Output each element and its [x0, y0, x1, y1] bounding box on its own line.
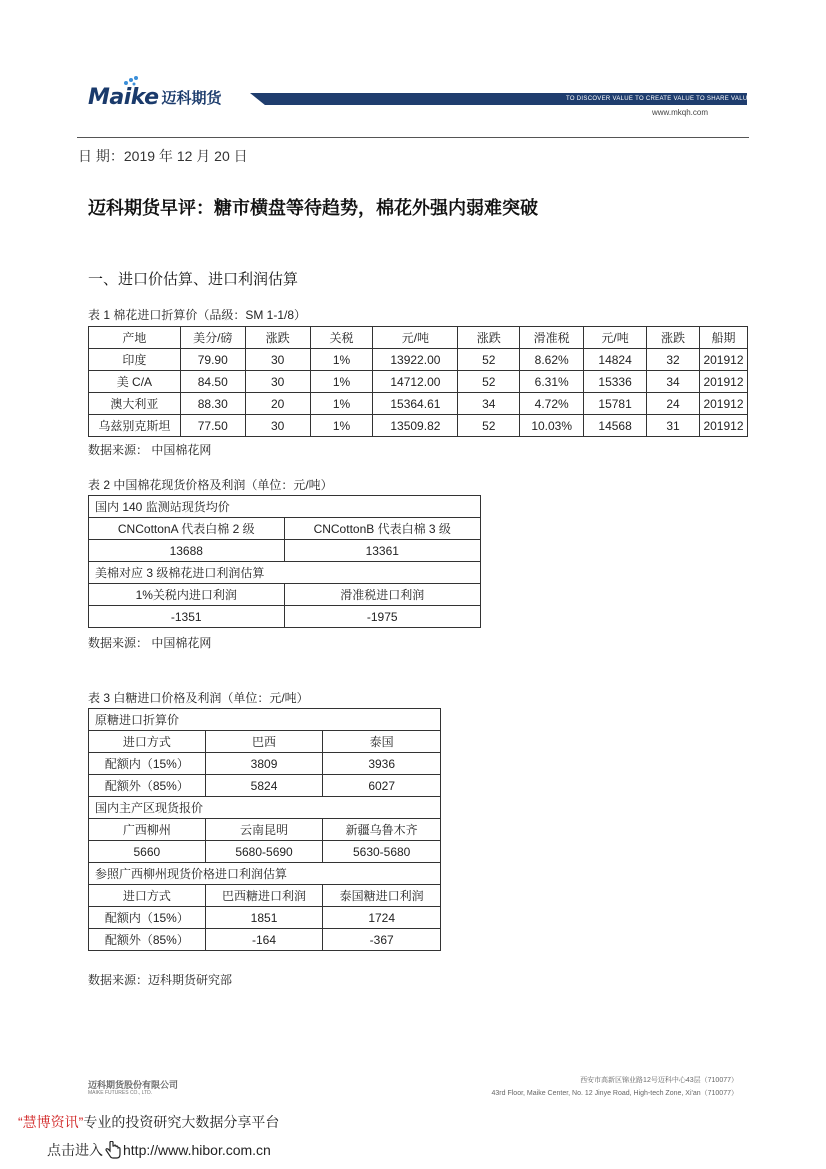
table-cell: 3809: [205, 753, 323, 775]
website-url: www.mkqh.com: [652, 108, 709, 117]
table-cell: 印度: [89, 349, 181, 371]
company-logo: [88, 84, 222, 110]
table-cell: 88.30: [180, 393, 245, 415]
table-cell: 52: [458, 371, 520, 393]
table-row: [89, 540, 481, 562]
header-cell: 巴西: [205, 731, 323, 753]
table-cell: 5660: [89, 841, 206, 863]
table-cell: 13361: [284, 540, 481, 562]
table-cell: 15336: [584, 371, 647, 393]
table-section-row: [89, 496, 481, 518]
header-cell: 进口方式: [89, 885, 206, 907]
table-header-row: [89, 731, 441, 753]
table-cell: 79.90: [180, 349, 245, 371]
table-cell: 13922.00: [373, 349, 458, 371]
table-cell: 6027: [323, 775, 441, 797]
promo-text: 专业的投资研究大数据分享平台: [83, 1114, 280, 1130]
table-cell: 31: [647, 415, 700, 437]
table-cell: 5630-5680: [323, 841, 441, 863]
header-cell: 元/吨: [584, 327, 647, 349]
table-cell: -1351: [89, 606, 285, 628]
table-cell: 13688: [89, 540, 285, 562]
table1-cotton-import: [88, 326, 748, 437]
header-cell: 广西柳州: [89, 819, 206, 841]
table-cell: 14712.00: [373, 371, 458, 393]
table-cell: 配额外（85%）: [89, 929, 206, 951]
header-cell: 云南昆明: [205, 819, 323, 841]
table-cell: 配额内（15%）: [89, 907, 206, 929]
header-cell: 进口方式: [89, 731, 206, 753]
table1-caption: 表 1 棉花进口折算价（品级：SM 1-1/8）: [88, 308, 307, 322]
table-cell: 3936: [323, 753, 441, 775]
table-cell: 澳大利亚: [89, 393, 181, 415]
table-cell: 1%: [310, 371, 373, 393]
header-cell: 船期: [699, 327, 747, 349]
table-cell: 34: [458, 393, 520, 415]
table-cell: 1851: [205, 907, 323, 929]
table-header-row: [89, 885, 441, 907]
table-cell: -1975: [284, 606, 481, 628]
table-row: [89, 775, 441, 797]
header-cell: 美分/磅: [180, 327, 245, 349]
table2-cotton-spot: [88, 495, 481, 628]
report-date: 日 期：2019 年 12 月 20 日: [78, 148, 248, 164]
table-row: [89, 841, 441, 863]
header-cell: 1%关税内进口利润: [89, 584, 285, 606]
table3-sugar-import: [88, 708, 441, 951]
table2-caption: 表 2 中国棉花现货价格及利润（单位：元/吨）: [88, 478, 333, 492]
table-cell: 77.50: [180, 415, 245, 437]
table-row: [89, 415, 748, 437]
footer-company-cn: 迈科期货股份有限公司: [88, 1080, 179, 1090]
logo-en: Maike: [88, 84, 159, 110]
footer-company-en: MAIKE FUTURES CO., LTD.: [88, 1090, 153, 1096]
table-cell: 32: [647, 349, 700, 371]
table-cell: 201912: [699, 393, 747, 415]
table-cell: 201912: [699, 415, 747, 437]
quote-close: ”: [78, 1114, 84, 1130]
header-cell: 产地: [89, 327, 181, 349]
table1-source: 数据来源： 中国棉花网: [88, 443, 212, 457]
section-label: 国内主产区现货报价: [89, 797, 441, 819]
table-cell: 13509.82: [373, 415, 458, 437]
table-cell: -164: [205, 929, 323, 951]
table-header-row: [89, 819, 441, 841]
table-cell: 201912: [699, 371, 747, 393]
table3-caption: 表 3 白糖进口价格及利润（单位：元/吨）: [88, 691, 309, 705]
table-cell: 1%: [310, 415, 373, 437]
promo-click-label: 点击进入: [47, 1142, 103, 1158]
quote-open: “: [18, 1114, 23, 1130]
table-cell: 24: [647, 393, 700, 415]
table-cell: 34: [647, 371, 700, 393]
pointer-hand-icon: [105, 1141, 121, 1159]
header-cell: 涨跌: [647, 327, 700, 349]
table-section-row: [89, 863, 441, 885]
table-cell: 84.50: [180, 371, 245, 393]
header-cell: 关税: [310, 327, 373, 349]
table-row: [89, 393, 748, 415]
header-cell: CNCottonA 代表白棉 2 级: [89, 518, 285, 540]
table-cell: 1%: [310, 393, 373, 415]
table-header-row: [89, 327, 748, 349]
promo-link-row: [47, 1140, 271, 1160]
table-cell: 配额外（85%）: [89, 775, 206, 797]
table-section-row: [89, 562, 481, 584]
header-cell: 新疆乌鲁木齐: [323, 819, 441, 841]
header-cell: CNCottonB 代表白棉 3 级: [284, 518, 481, 540]
table-cell: 1%: [310, 349, 373, 371]
header-cell: 泰国: [323, 731, 441, 753]
table-cell: 10.03%: [520, 415, 584, 437]
table-cell: 30: [245, 349, 310, 371]
banner-slogan: TO DISCOVER VALUE TO CREATE VALUE TO SHARE VALUE: [566, 96, 752, 102]
table-cell: 配额内（15%）: [89, 753, 206, 775]
table-row: [89, 929, 441, 951]
logo-cn: 迈科期货: [161, 88, 222, 107]
table-header-row: [89, 518, 481, 540]
table-section-row: [89, 797, 441, 819]
header-cell: 涨跌: [458, 327, 520, 349]
table-cell: 15781: [584, 393, 647, 415]
table-cell: 52: [458, 349, 520, 371]
table-cell: 8.62%: [520, 349, 584, 371]
table-cell: 美 C/A: [89, 371, 181, 393]
promo-url-link[interactable]: http://www.hibor.com.cn: [123, 1142, 271, 1158]
header-cell: 滑准税进口利润: [284, 584, 481, 606]
section-label: 国内 140 监测站现货均价: [89, 496, 481, 518]
table-section-row: [89, 709, 441, 731]
table-cell: 30: [245, 415, 310, 437]
header-cell: 巴西糖进口利润: [205, 885, 323, 907]
table-cell: 6.31%: [520, 371, 584, 393]
header-cell: 泰国糖进口利润: [323, 885, 441, 907]
table-cell: 5680-5690: [205, 841, 323, 863]
report-title: 迈科期货早评：糖市横盘等待趋势，棉花外强内弱难突破: [88, 198, 538, 218]
table-row: [89, 753, 441, 775]
footer-address-en: 43rd Floor, Maike Center, No. 12 Jinye Road, High-tech Zone, Xi'an（710077）: [491, 1090, 738, 1097]
table-cell: 15364.61: [373, 393, 458, 415]
table-cell: 30: [245, 371, 310, 393]
promo-tagline: [18, 1112, 279, 1132]
table-row: [89, 349, 748, 371]
section-label: 原糖进口折算价: [89, 709, 441, 731]
table-cell: 14568: [584, 415, 647, 437]
promo-brand: 慧博资讯: [22, 1114, 79, 1130]
table-cell: 14824: [584, 349, 647, 371]
section-heading: 一、进口价估算、进口利润估算: [88, 271, 299, 288]
header-cell: 滑准税: [520, 327, 584, 349]
table-cell: -367: [323, 929, 441, 951]
table-row: [89, 371, 748, 393]
header-cell: 元/吨: [373, 327, 458, 349]
section-label: 美棉对应 3 级棉花进口利润估算: [89, 562, 481, 584]
table-cell: 201912: [699, 349, 747, 371]
header-cell: 涨跌: [245, 327, 310, 349]
table-cell: 4.72%: [520, 393, 584, 415]
footer-address-cn: 西安市高新区锦业路12号迈科中心43层（710077）: [580, 1077, 738, 1084]
table-cell: 52: [458, 415, 520, 437]
section-label: 参照广西柳州现货价格进口利润估算: [89, 863, 441, 885]
table-cell: 1724: [323, 907, 441, 929]
table2-source: 数据来源： 中国棉花网: [88, 636, 212, 650]
table-cell: 5824: [205, 775, 323, 797]
table-row: [89, 907, 441, 929]
table-header-row: [89, 584, 481, 606]
header-divider: [77, 137, 749, 138]
table-cell: 20: [245, 393, 310, 415]
table-row: [89, 606, 481, 628]
table-cell: 乌兹别克斯坦: [89, 415, 181, 437]
table3-source: 数据来源：迈科期货研究部: [88, 973, 233, 987]
